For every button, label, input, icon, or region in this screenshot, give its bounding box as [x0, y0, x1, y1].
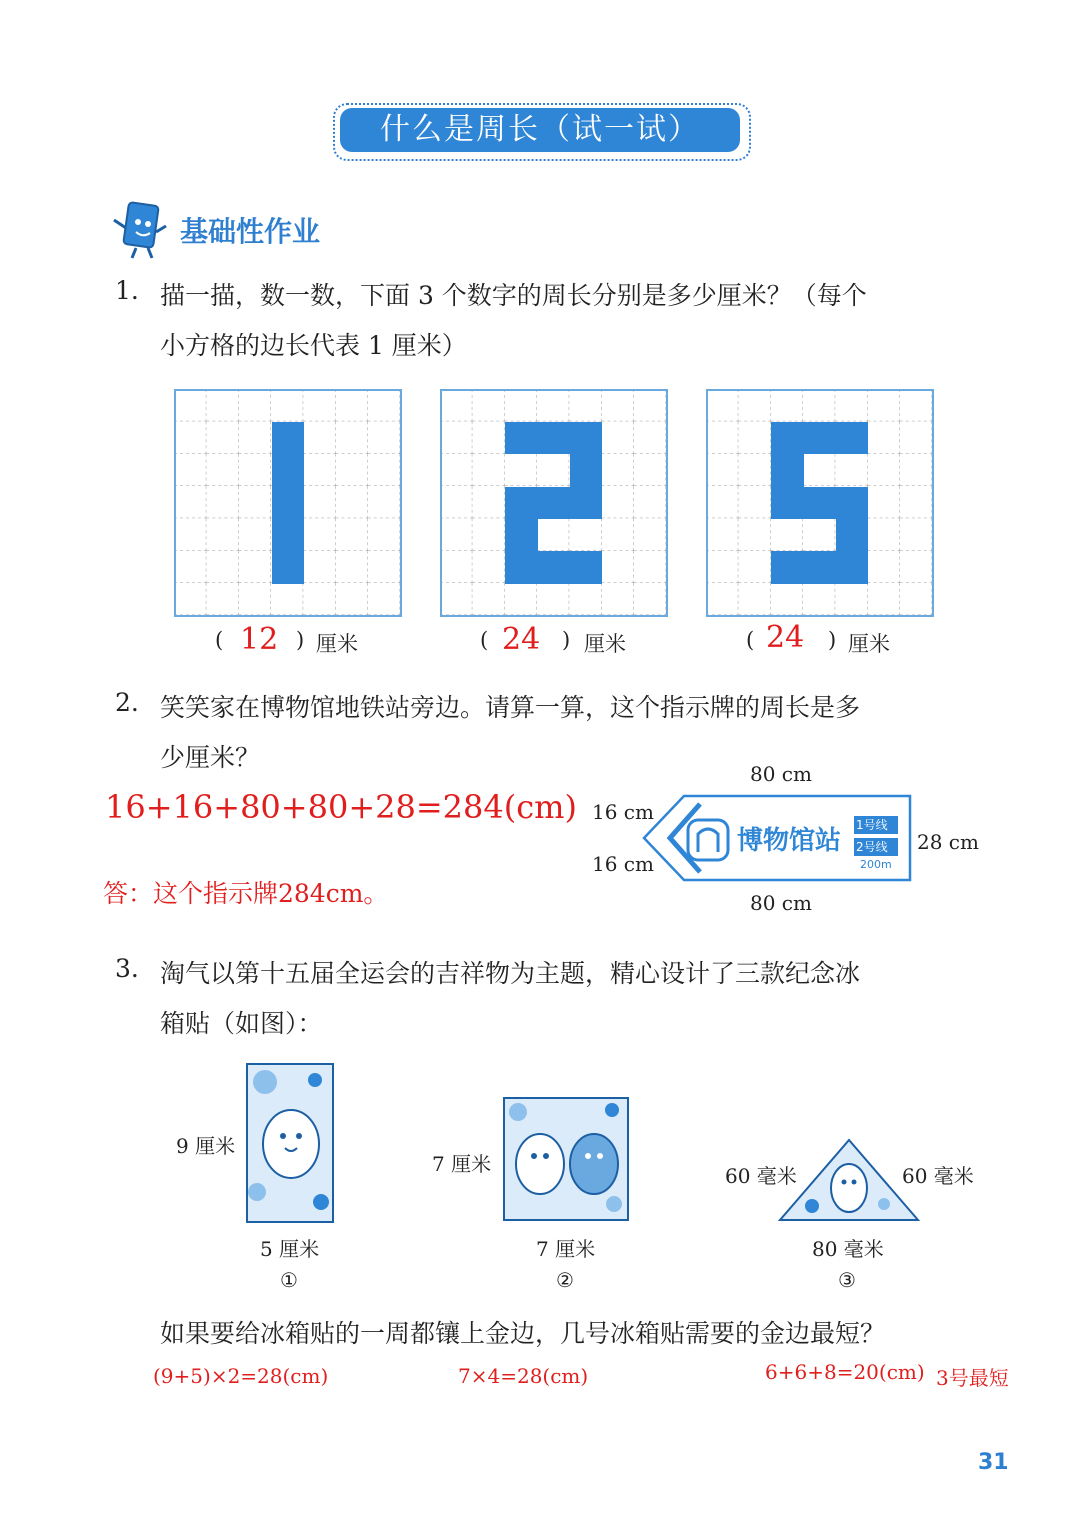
- mascot-1-icon: [263, 1110, 319, 1178]
- q1-line1: 描一描，数一数，下面 3 个数字的周长分别是多少厘米？（每个: [160, 281, 867, 310]
- q3-work-1: (9+5)×2=28(cm): [153, 1364, 329, 1388]
- sign-line-1: 1号线: [856, 818, 888, 832]
- fig1-side-label: 9 厘米: [176, 1134, 236, 1158]
- sign-right-label: 28 cm: [917, 830, 979, 854]
- sign-station-name: 博物馆站: [737, 826, 842, 856]
- q1-grids: [174, 389, 934, 621]
- sign-top-label: 80 cm: [750, 762, 812, 786]
- q3-number: 3.: [115, 954, 139, 983]
- fig3-right-label: 60 毫米: [902, 1164, 974, 1188]
- fig2-number: ②: [556, 1268, 574, 1292]
- q1-ans2-unit: 厘米: [584, 632, 626, 656]
- q2-answer: 答：这个指示牌284cm。: [103, 879, 389, 908]
- digit-5-shape: [771, 422, 868, 584]
- q1-ans2-open: (: [480, 628, 489, 652]
- grid-digit-2: [441, 390, 667, 616]
- q2-number: 2.: [115, 688, 139, 717]
- page-number: 31: [978, 1450, 1009, 1475]
- q2-line1: 笑笑家在博物馆地铁站旁边。请算一算，这个指示牌的周长是多: [160, 693, 861, 722]
- fig1-number: ①: [280, 1268, 298, 1292]
- q1-ans3-unit: 厘米: [848, 632, 890, 656]
- q1-ans1-value: 12: [240, 622, 279, 657]
- magnet-3-triangle: [776, 1136, 922, 1224]
- q3-line2: 箱贴（如图）：: [160, 1009, 323, 1038]
- q1-ans3-value: 24: [766, 620, 805, 655]
- fig3-left-label: 60 毫米: [725, 1164, 797, 1188]
- q1-ans2-value: 24: [502, 622, 541, 657]
- fig1-bottom-label: 5 厘米: [260, 1237, 320, 1261]
- book-mascot-icon: [108, 198, 170, 260]
- mascot-2b-icon: [570, 1134, 618, 1194]
- q3-question: 如果要给冰箱贴的一周都镶上金边，几号冰箱贴需要的金边最短？: [160, 1319, 886, 1348]
- sign-line-2: 2号线: [856, 840, 888, 854]
- q1-ans1-open: (: [215, 628, 224, 652]
- q1-ans3-close: ): [828, 628, 837, 652]
- q3-work-3: 6+6+8=20(cm): [765, 1360, 925, 1384]
- q1-ans2-close: ): [562, 628, 571, 652]
- fig2-bottom-label: 7 厘米: [536, 1237, 596, 1261]
- q2-calc: 16+16+80+80+28=284(cm): [105, 788, 577, 826]
- digit-1-shape: [272, 422, 304, 584]
- grid-digit-1: [175, 390, 401, 616]
- mascot-2a-icon: [516, 1134, 564, 1194]
- fig3-bottom-label: 80 毫米: [812, 1237, 884, 1261]
- q1-number: 1.: [115, 276, 139, 305]
- metro-logo-icon: [688, 820, 728, 860]
- digit-2-shape: [505, 422, 602, 584]
- sign-bottom-label: 80 cm: [750, 891, 812, 915]
- sign-left-bottom-label: 16 cm: [592, 852, 654, 876]
- q1-line2: 小方格的边长代表 1 厘米）: [160, 331, 467, 360]
- grid-digit-5: [707, 390, 933, 616]
- q3-conclusion: 3号最短: [936, 1366, 1009, 1390]
- section-title: 基础性作业: [180, 215, 321, 248]
- page-title: 什么是周长（试一试）: [340, 108, 740, 152]
- q3-line1: 淘气以第十五届全运会的吉祥物为主题，精心设计了三款纪念冰: [160, 959, 861, 988]
- magnet-1-rectangle: [245, 1062, 337, 1226]
- q2-line2: 少厘米？: [160, 743, 261, 772]
- q3-work-2: 7×4=28(cm): [458, 1364, 589, 1388]
- sign-left-top-label: 16 cm: [592, 800, 654, 824]
- sign-distance: 200m: [860, 858, 892, 871]
- q1-ans3-open: (: [746, 628, 755, 652]
- magnet-2-square: [502, 1096, 632, 1224]
- mascot-3-icon: [831, 1164, 867, 1212]
- q1-ans1-unit: 厘米: [316, 632, 358, 656]
- fig3-number: ③: [838, 1268, 856, 1292]
- fig2-side-label: 7 厘米: [432, 1152, 492, 1176]
- q1-ans1-close: ): [296, 628, 305, 652]
